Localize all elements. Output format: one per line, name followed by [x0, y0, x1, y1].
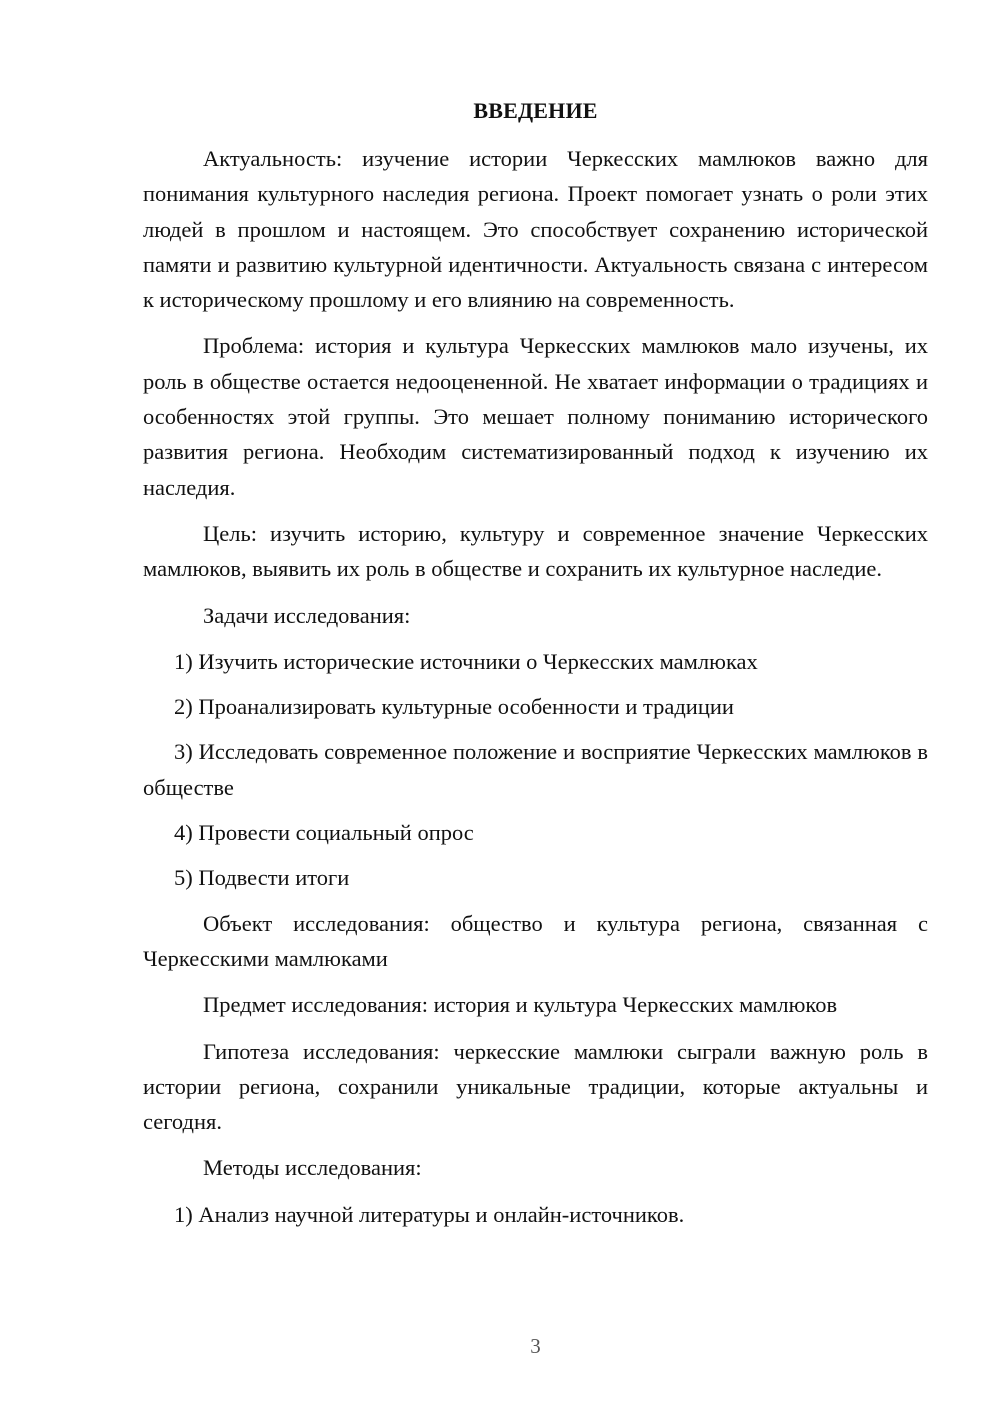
tasks-title: Задачи исследования: — [203, 602, 411, 628]
page-title: ВВЕДЕНИЕ — [473, 98, 598, 123]
problem-paragraph: Проблема: история и культура Черкесских мамлюков мало изучены, их роль в обществе остается недооцененной. Не хватает информации о традициях и особенностях этой группы. Это мешает полному пониманию исторического развития региона. Необходим систематизированный подход к изучению их наследия. — [143, 333, 928, 500]
goal-paragraph: Цель: изучить историю, культуру и современное значение Черкесских мамлюков, выявить их роль в обществе и сохранить их культурное наследие. — [143, 520, 928, 582]
task-item-3: 3) Исследовать современное положение и восприятие Черкесских мамлюков в обществе — [143, 739, 928, 800]
method-item-1: 1) Анализ научной литературы и онлайн-источников. — [174, 1201, 685, 1227]
subject-paragraph: Предмет исследования: история и культура Черкесских мамлюков — [203, 992, 838, 1018]
task-item-2: 2) Проанализировать культурные особенности и традиции — [174, 694, 734, 720]
object-paragraph: Объект исследования: общество и культура региона, связанная с Черкесскими мамлюками — [143, 910, 928, 971]
task-item-5: 5) Подвести итоги — [174, 865, 350, 891]
document-page — [143, 0, 928, 1414]
document-body — [143, 141, 928, 1242]
relevance-paragraph: Актуальность: изучение истории Черкесских мамлюков важно для понимания культурного наследия региона. Проект помогает узнать о роли этих людей в прошлом и настоящем. Это способствует сохранению исторической памяти и развитию культурной идентичности. Актуальность связана с интересом к историческому прошлому и его влиянию на современность. — [143, 146, 928, 313]
methods-title: Методы исследования: — [203, 1155, 422, 1181]
page-number: 3 — [530, 1334, 541, 1358]
hypothesis-paragraph: Гипотеза исследования: черкесские мамлюки сыграли важную роль в истории региона, сохранили уникальные традиции, которые актуальны и сегодня. — [143, 1038, 928, 1135]
task-item-1: 1) Изучить исторические источники о Черкесских мамлюках — [174, 648, 758, 674]
task-item-4: 4) Провести социальный опрос — [174, 820, 474, 846]
